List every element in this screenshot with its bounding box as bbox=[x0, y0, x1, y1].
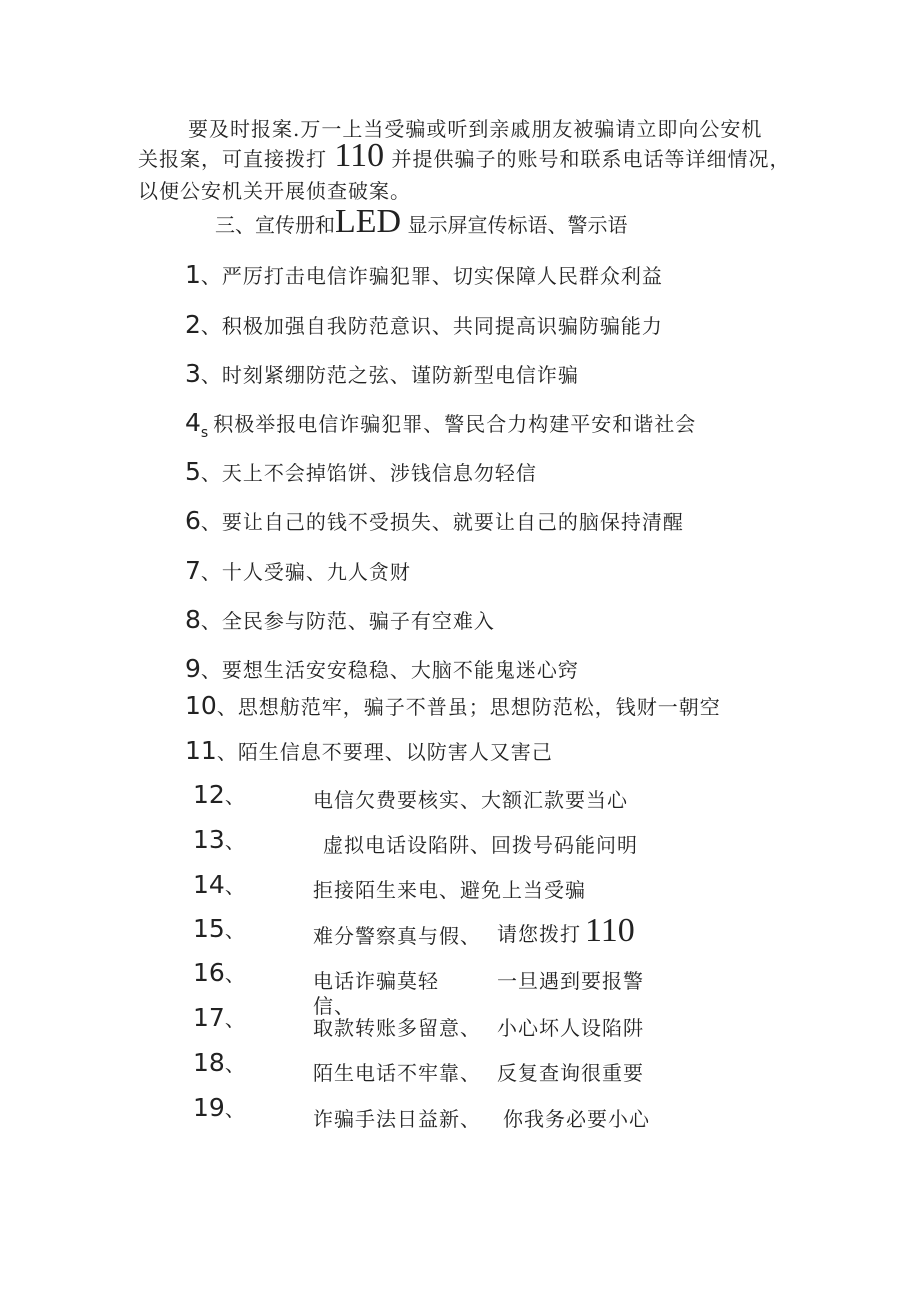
slogan-item bbox=[185, 506, 684, 535]
slogan-number: 11 bbox=[185, 736, 217, 765]
slogan-number: 6 bbox=[185, 506, 201, 535]
slogan-item bbox=[185, 736, 553, 765]
section-heading bbox=[215, 203, 627, 241]
paragraph-text: 并提供骗子的账号和联系电话等详细情况， bbox=[391, 147, 791, 171]
slogan-item bbox=[185, 605, 495, 634]
slogan-separator: s bbox=[200, 425, 210, 441]
slogan-text: 陌生电话不牢靠、 bbox=[313, 1061, 481, 1085]
slogan-number: 17、 bbox=[193, 1003, 245, 1032]
slogan-number: 15、 bbox=[193, 914, 245, 943]
slogan-text: 天上不会掉馅饼、涉钱信息勿轻信 bbox=[221, 461, 537, 485]
slogan-text-b: 小心坏人设陷阱 bbox=[497, 1016, 644, 1040]
slogan-text-b: 反复查询很重要 bbox=[497, 1061, 644, 1085]
slogan-number: 3 bbox=[185, 359, 201, 388]
slogan-text: 积极举报电信诈骗犯罪、警民合力构建平安和谐社会 bbox=[213, 412, 697, 436]
slogan-number: 2 bbox=[185, 310, 201, 339]
slogan-separator: 、 bbox=[200, 609, 222, 633]
slogan-text-b: 请您拨打 110 bbox=[497, 912, 635, 949]
slogan-text: 拒接陌生来电、避免上当受骗 bbox=[313, 878, 586, 902]
slogan-number: 12、 bbox=[193, 780, 245, 809]
paragraph-text: 关报案，可直接拨打 bbox=[138, 147, 327, 171]
slogan-text: 诈骗手法日益新、 bbox=[313, 1107, 481, 1131]
slogan-text-wrap: 信、 bbox=[313, 994, 355, 1018]
slogan-text-b: 你我务必要小心 bbox=[503, 1107, 650, 1131]
slogan-separator: 、 bbox=[216, 740, 238, 764]
slogan-text: 难分警察真与假、 bbox=[313, 924, 481, 948]
slogan-text: 积极加强自我防范意识、共同提高识骗防骗能力 bbox=[221, 314, 663, 338]
slogan-separator: 、 bbox=[216, 695, 238, 719]
slogan-number: 8 bbox=[185, 605, 201, 634]
slogan-number: 7 bbox=[185, 556, 201, 585]
slogan-separator: 、 bbox=[200, 658, 222, 682]
slogan-item bbox=[185, 654, 579, 683]
slogan-text: 电话诈骗莫轻 bbox=[313, 969, 439, 993]
slogan-number: 18、 bbox=[193, 1048, 245, 1077]
slogan-text: 思想舫范牢，骗子不普虽；思想防范松，钱财一朝空 bbox=[237, 695, 721, 719]
slogan-separator: 、 bbox=[200, 560, 222, 584]
slogan-number: 19、 bbox=[193, 1093, 245, 1122]
slogan-item bbox=[185, 260, 663, 289]
slogan-text: 陌生信息不要理、以防害人又害己 bbox=[237, 740, 553, 764]
slogan-text: 十人受骗、九人贪财 bbox=[221, 560, 411, 584]
slogan-number: 10 bbox=[185, 691, 217, 720]
slogan-number: 13、 bbox=[193, 825, 245, 854]
slogan-number: 1 bbox=[185, 260, 201, 289]
slogan-text-b: 一旦遇到要报警 bbox=[497, 969, 644, 993]
heading-suffix: 显示屏宣传标语、警示语 bbox=[407, 213, 628, 237]
heading-led: LED bbox=[335, 203, 402, 240]
slogan-item bbox=[185, 691, 721, 720]
slogan-separator: 、 bbox=[200, 510, 222, 534]
slogan-separator: 、 bbox=[200, 264, 222, 288]
slogan-text: 取款转账多留意、 bbox=[313, 1016, 481, 1040]
slogan-separator: 、 bbox=[200, 461, 222, 485]
heading-prefix: 三、宣传册和 bbox=[215, 213, 335, 237]
slogan-text: 虚拟电话设陷阱、回拨号码能问明 bbox=[323, 833, 638, 857]
slogan-text: 要想生活安安稳稳、大脑不能鬼迷心窍 bbox=[221, 658, 579, 682]
slogan-text: 要让自己的钱不受损失、就要让自己的脑保持清醒 bbox=[221, 510, 684, 534]
slogan-item bbox=[185, 556, 411, 585]
slogan-separator: 、 bbox=[200, 314, 222, 338]
slogan-text: 电信欠费要核实、大额汇款要当心 bbox=[313, 788, 628, 812]
slogan-number: 14、 bbox=[193, 870, 245, 899]
slogan-item bbox=[185, 359, 579, 388]
slogan-item bbox=[185, 408, 696, 441]
slogan-number: 4 bbox=[185, 408, 201, 437]
slogan-number: 5 bbox=[185, 457, 201, 486]
slogan-text: 时刻紧绷防范之弦、谨防新型电信诈骗 bbox=[221, 363, 579, 387]
slogan-item bbox=[185, 310, 663, 339]
slogan-number: 16、 bbox=[193, 958, 245, 987]
paragraph-text: 以便公安机关开展侦查破案。 bbox=[138, 179, 411, 203]
paragraph-line-2 bbox=[138, 137, 818, 175]
paragraph-text: 要及时报案.万一上当受骗或听到亲戚朋友被骗请立即向公安机 bbox=[188, 117, 763, 141]
phone-number: 110 bbox=[334, 137, 385, 174]
slogan-item bbox=[185, 457, 537, 486]
slogan-number: 9 bbox=[185, 654, 201, 683]
slogan-text: 严厉打击电信诈骗犯罪、切实保障人民群众利益 bbox=[221, 264, 663, 288]
slogan-text: 全民参与防范、骗子有空难入 bbox=[221, 609, 495, 633]
slogan-separator: 、 bbox=[200, 363, 222, 387]
